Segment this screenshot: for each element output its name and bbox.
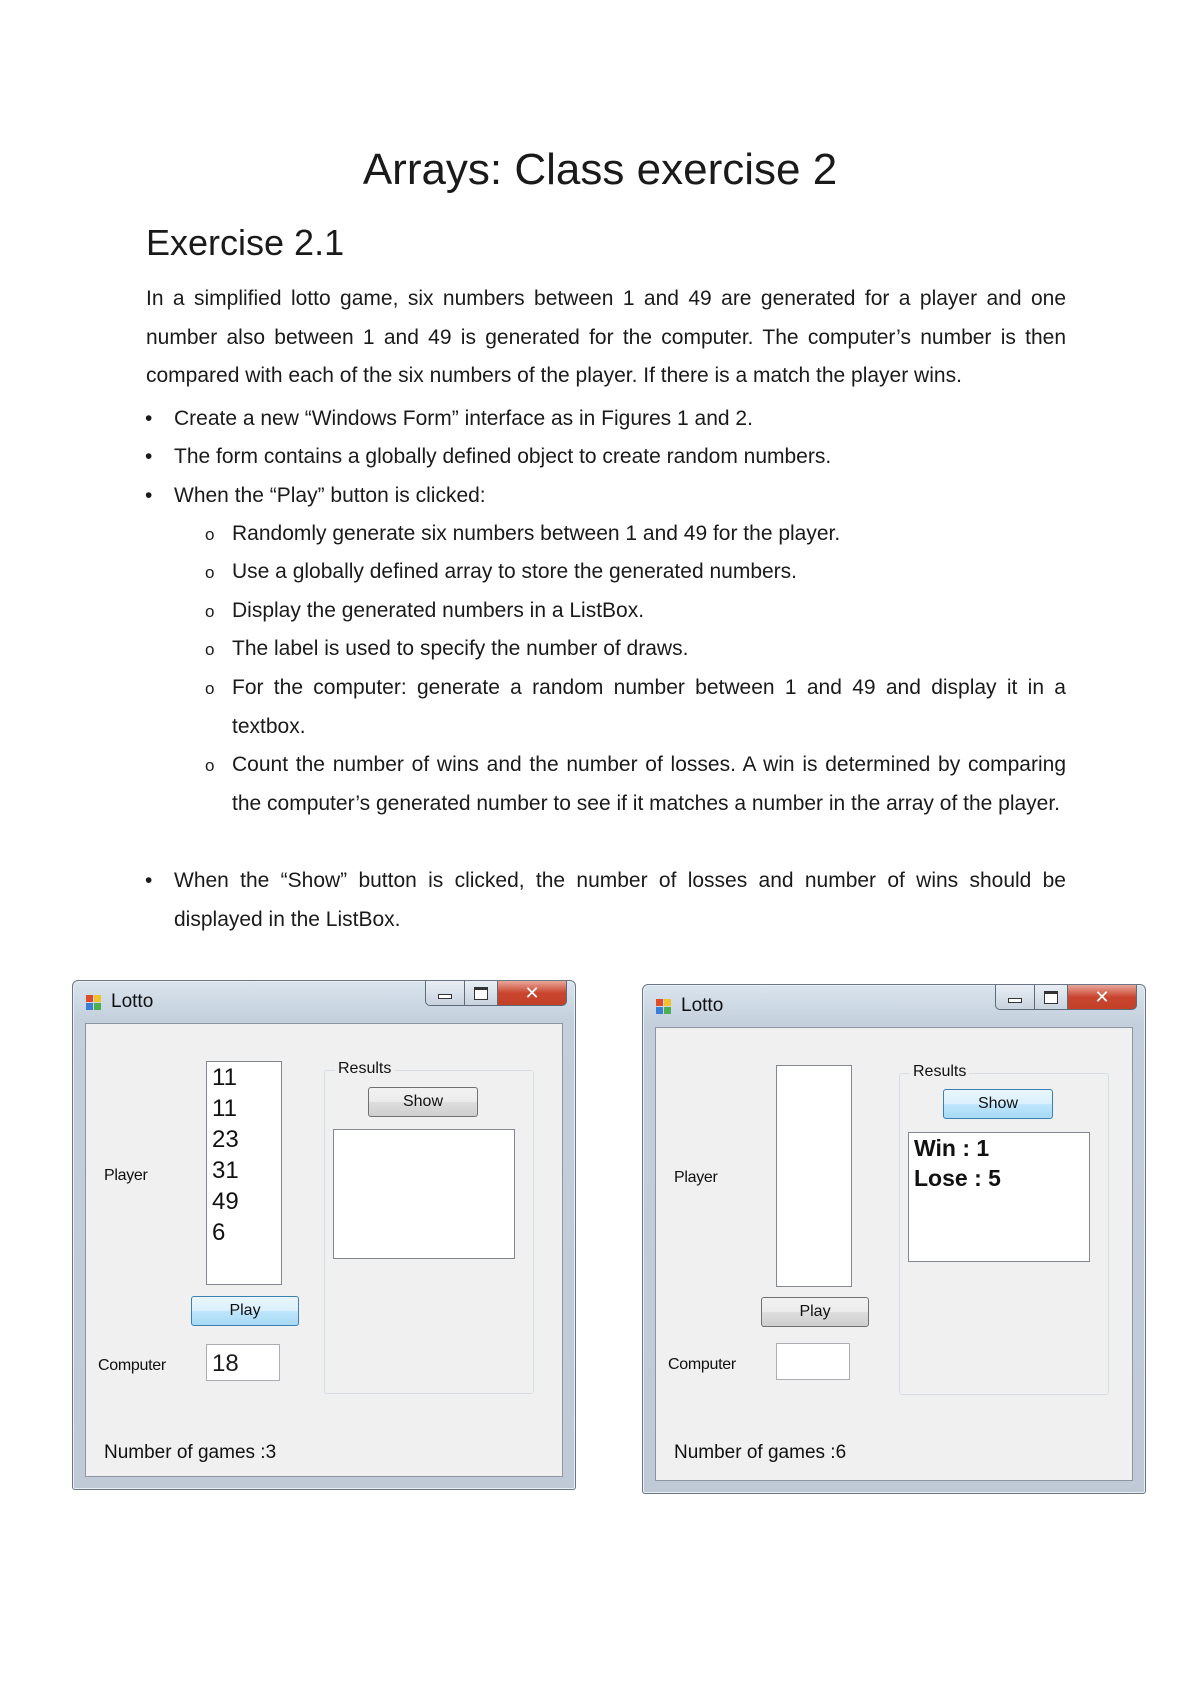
minimize-button[interactable] <box>995 985 1035 1010</box>
bullet-item: • Create a new “Windows Form” interface as in Figures 1 and 2. <box>145 407 753 430</box>
player-label: Player <box>104 1167 148 1184</box>
intro-paragraph: In a simplified lotto game, six numbers between 1 and 49 are generated for a player and one number also between 1 and 49 is generated for the computer. The computer’s number is then compared with each of the six numbers of the player. If there is a match the player wins. <box>146 287 1066 387</box>
app-icon <box>86 995 102 1011</box>
results-listbox[interactable] <box>333 1129 515 1259</box>
player-number-item[interactable]: 49 <box>212 1188 239 1215</box>
player-label: Player <box>674 1169 718 1186</box>
show-button[interactable]: Show <box>943 1089 1053 1119</box>
minimize-button[interactable] <box>425 981 465 1006</box>
maximize-icon <box>1044 991 1058 1004</box>
player-number-item[interactable]: 31 <box>212 1157 239 1184</box>
bullet-item: • The form contains a globally defined object to create random numbers. <box>145 445 832 468</box>
player-listbox[interactable] <box>206 1061 282 1285</box>
result-item[interactable]: Lose : 5 <box>914 1165 1001 1191</box>
player-number-item[interactable]: 23 <box>212 1126 239 1153</box>
maximize-icon <box>474 987 488 1000</box>
player-number-item[interactable]: 6 <box>212 1219 226 1246</box>
computer-textbox[interactable] <box>776 1343 850 1380</box>
title-bar[interactable] <box>73 981 575 1021</box>
play-button[interactable]: Play <box>761 1297 869 1327</box>
sub-bullet-item: o Use a globally defined array to store the generated numbers. <box>205 560 798 583</box>
bullet-item: • When the “Show” button is clicked, the number of losses and number of wins should be displayed in the ListBox. <box>145 869 1066 931</box>
result-item[interactable]: Win : 1 <box>914 1135 990 1161</box>
form-client-area <box>655 1027 1133 1481</box>
close-icon: ✕ <box>1094 986 1110 1007</box>
show-button[interactable]: Show <box>368 1087 478 1117</box>
lotto-window-figure-1 <box>72 980 576 1490</box>
section-heading: Exercise 2.1 <box>146 222 345 263</box>
player-listbox[interactable] <box>776 1065 852 1287</box>
maximize-button[interactable] <box>1035 985 1068 1010</box>
results-group-label: Results <box>910 1063 969 1081</box>
close-button[interactable] <box>1068 985 1137 1010</box>
results-group-label: Results <box>335 1060 394 1078</box>
computer-textbox[interactable]: 18 <box>206 1344 280 1381</box>
minimize-icon <box>438 994 452 999</box>
close-icon: ✕ <box>524 982 540 1003</box>
close-button[interactable] <box>498 981 567 1006</box>
player-number-item[interactable]: 11 <box>212 1095 237 1122</box>
maximize-button[interactable] <box>465 981 498 1006</box>
sub-bullet-item: o Display the generated numbers in a ListBox. <box>205 599 645 622</box>
results-listbox[interactable] <box>908 1132 1090 1262</box>
bullet-item: • When the “Play” button is clicked: <box>145 484 486 507</box>
sub-bullet-item: o Randomly generate six numbers between 1 and 49 for the player. <box>205 522 841 545</box>
player-number-item[interactable]: 11 <box>212 1064 237 1091</box>
sub-bullet-item: o The label is used to specify the number of draws. <box>205 637 689 660</box>
computer-label: Computer <box>98 1357 166 1374</box>
app-icon <box>656 999 672 1015</box>
window-title: Lotto <box>681 995 724 1016</box>
page-title: Arrays: Class exercise 2 <box>362 145 838 194</box>
lotto-window-figure-2 <box>642 984 1146 1494</box>
sub-bullet-item: o For the computer: generate a random number between 1 and 49 and display it in a textbox. <box>205 676 1066 738</box>
results-group <box>899 1063 1109 1395</box>
minimize-icon <box>1008 998 1022 1003</box>
results-group <box>324 1060 534 1394</box>
window-title: Lotto <box>111 991 154 1012</box>
games-count-label: Number of games :3 <box>104 1442 277 1463</box>
computer-label: Computer <box>668 1356 736 1373</box>
title-bar[interactable] <box>643 985 1145 1025</box>
games-count-label: Number of games :6 <box>674 1442 847 1463</box>
sub-bullet-item: o Count the number of wins and the number of losses. A win is determined by comparing the computer’s generated number to see if it matches a number in the array of the player. <box>205 753 1066 815</box>
form-client-area <box>85 1023 563 1477</box>
play-button[interactable]: Play <box>191 1296 299 1326</box>
